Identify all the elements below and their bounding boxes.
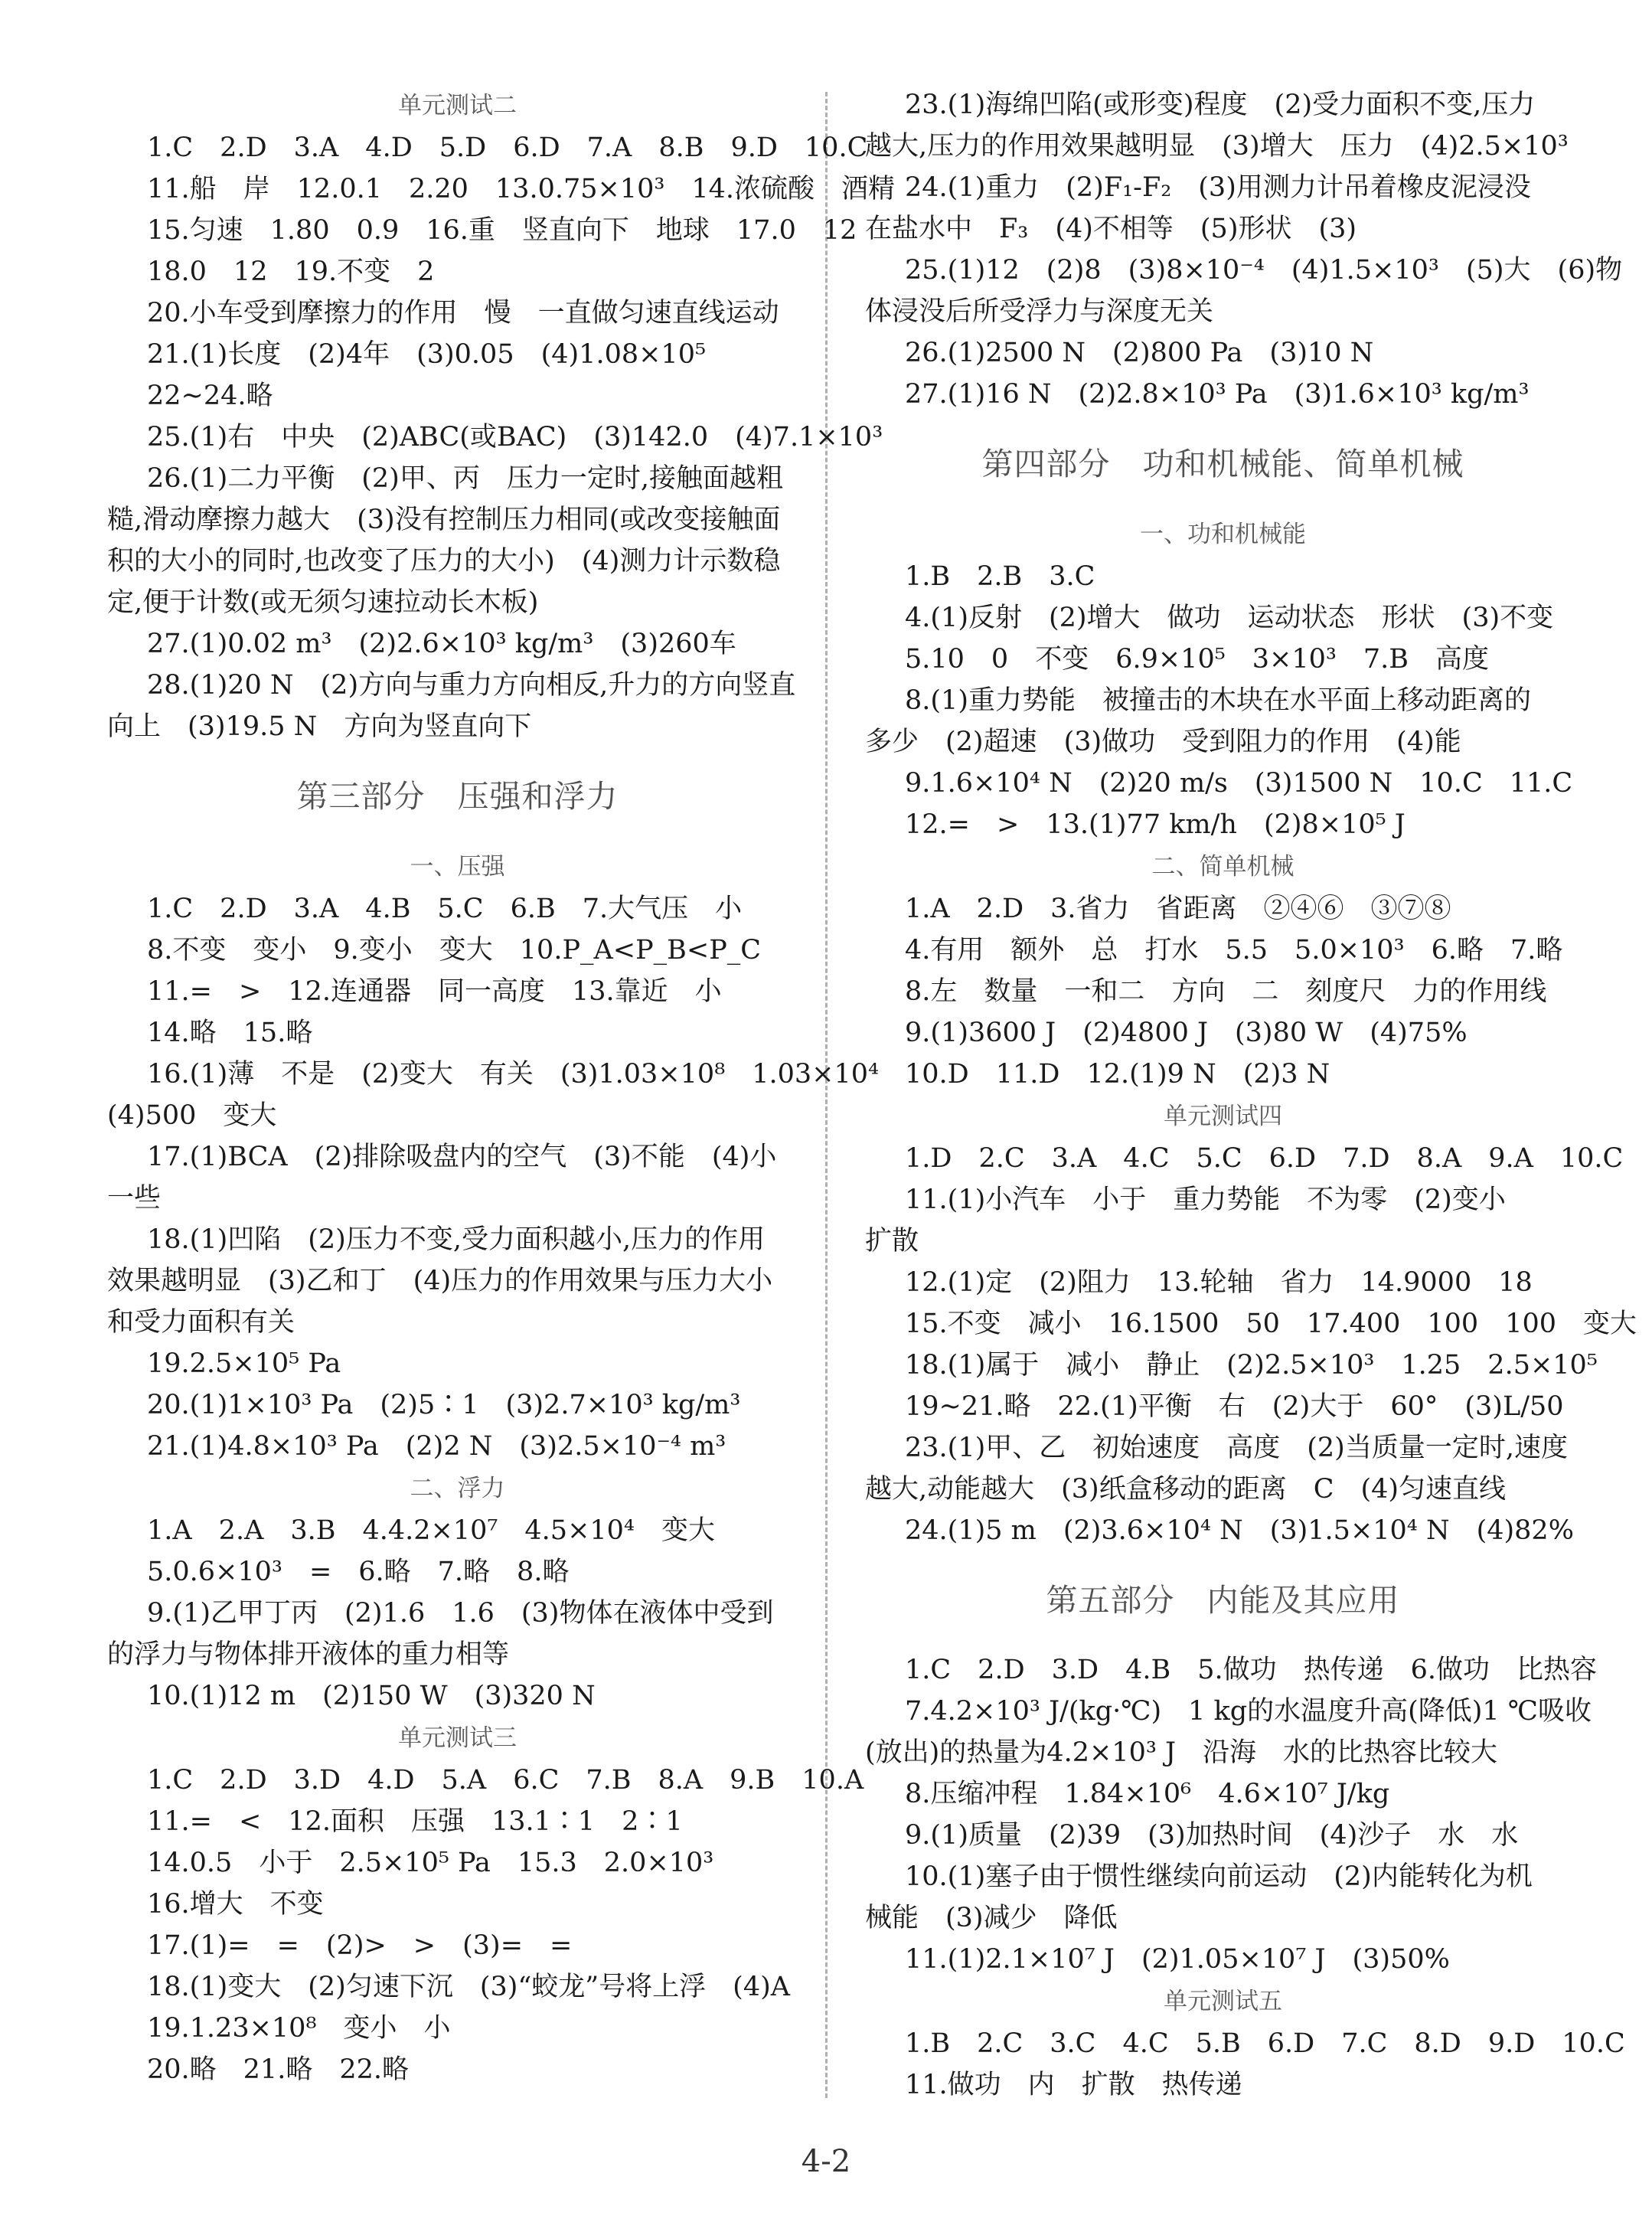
answer-line: 1.C 2.D 3.D 4.B 5.做功 热传递 6.做功 比热容 [905, 1655, 1597, 1685]
answer-line: 8.左 数量 一和二 方向 二 刻度尺 力的作用线 [905, 976, 1547, 1007]
answer-line: 的浮力与物体排开液体的重力相等 [107, 1639, 510, 1670]
unit-test-4-answers [865, 1138, 1637, 1551]
answer-line: 4.有用 额外 总 打水 5.5 5.0×10³ 6.略 7.略 [905, 935, 1563, 966]
answer-line: 9.1.6×10⁴ N (2)20 m/s (3)1500 N 10.C 11.C [905, 768, 1573, 799]
heading-unit-test-3: 单元测试三 [398, 1724, 517, 1752]
answer-line: 26.(1)二力平衡 (2)甲、丙 压力一定时,接触面越粗 [147, 463, 783, 494]
answer-line: 8.不变 变小 9.变小 变大 10.P_A<P_B<P_C [147, 935, 762, 966]
heading-unit-test-2: 单元测试二 [398, 92, 517, 119]
answer-line: 18.(1)凹陷 (2)压力不变,受力面积越小,压力的作用 [147, 1224, 766, 1255]
right-column [865, 84, 1637, 2106]
heading-simple-machines: 二、简单机械 [1151, 853, 1295, 881]
answer-line: 28.(1)20 N (2)方向与重力方向相反,升力的方向竖直 [147, 670, 796, 701]
answer-line: 9.(1)质量 (2)39 (3)加热时间 (4)沙子 水 水 [905, 1820, 1519, 1851]
buoyancy-answers [107, 1510, 808, 1717]
heading-part-5: 第五部分 内能及其应用 [1046, 1582, 1400, 1619]
answer-line: 19.1.23×10⁸ 变小 小 [147, 2013, 451, 2044]
answer-line: 21.(1)长度 (2)4年 (3)0.05 (4)1.08×10⁵ [147, 339, 706, 370]
answer-line: 11.船 岸 12.0.1 2.20 13.0.75×10³ 14.浓硫酸 酒精 [147, 174, 896, 204]
answer-line: 体浸没后所受浮力与深度无关 [865, 296, 1214, 327]
answer-line: 19.2.5×10⁵ Pa [147, 1348, 341, 1379]
answer-line: 23.(1)海绵凹陷(或形变)程度 (2)受力面积不变,压力 [905, 90, 1536, 120]
answer-line: 18.0 12 19.不变 2 [147, 257, 435, 287]
answer-line: 20.小车受到摩擦力的作用 慢 一直做匀速直线运动 [147, 298, 779, 328]
answer-line: 和受力面积有关 [107, 1307, 295, 1338]
answer-line: 越大,动能越大 (3)纸盒移动的距离 C (4)匀速直线 [865, 1474, 1507, 1505]
answer-line: 18.(1)属于 减小 静止 (2)2.5×10³ 1.25 2.5×10⁵ [905, 1350, 1598, 1381]
answer-line: 8.压缩冲程 1.84×10⁶ 4.6×10⁷ J/kg [905, 1779, 1390, 1809]
answer-line: 11.(1)小汽车 小于 重力势能 不为零 (2)变小 [905, 1185, 1506, 1215]
page-number: 4-2 [801, 2144, 851, 2179]
answer-line: 19~21.略 22.(1)平衡 右 (2)大于 60° (3)L/50 [905, 1391, 1564, 1422]
unit-test-3-answers [107, 1760, 864, 2090]
answer-line: 24.(1)重力 (2)F₁-F₂ (3)用测力计吊着橡皮泥浸没 [905, 172, 1531, 203]
answer-line: 11.做功 内 扩散 热传递 [905, 2070, 1242, 2100]
answer-line: 定,便于计数(或无须匀速拉动长木板) [107, 587, 539, 618]
simple-machines-answers [865, 888, 1581, 1095]
answer-line: (4)500 变大 [107, 1100, 277, 1131]
answer-line: 25.(1)右 中央 (2)ABC(或BAC) (3)142.0 (4)7.1×10³ [147, 422, 883, 453]
answer-line: 1.C 2.D 3.D 4.D 5.A 6.C 7.B 8.A 9.B 10.A [147, 1765, 864, 1796]
answer-line: (放出)的热量为4.2×10³ J 沿海 水的比热容比较大 [865, 1737, 1498, 1768]
answer-line: 械能 (3)减少 降低 [865, 1903, 1118, 1933]
answer-line: 5.10 0 不变 6.9×10⁵ 3×10³ 7.B 高度 [905, 644, 1490, 675]
answer-line: 10.D 11.D 12.(1)9 N (2)3 N [905, 1059, 1330, 1090]
answer-line: 7.4.2×10³ J/(kg·℃) 1 kg的水温度升高(降低)1 ℃吸收 [905, 1696, 1592, 1727]
answer-line: 17.(1)= = (2)> > (3)= = [147, 1930, 573, 1961]
answer-line: 15.不变 减小 16.1500 50 17.400 100 100 变大 [905, 1309, 1637, 1339]
answer-line: 多少 (2)超速 (3)做功 受到阻力的作用 (4)能 [865, 727, 1461, 757]
answer-line: 20.(1)1×10³ Pa (2)5∶1 (3)2.7×10³ kg/m³ [147, 1390, 741, 1420]
answer-line: 26.(1)2500 N (2)800 Pa (3)10 N [905, 338, 1374, 368]
work-energy-answers [865, 556, 1581, 845]
answer-line: 18.(1)变大 (2)匀速下沉 (3)“蛟龙”号将上浮 (4)A [147, 1972, 791, 2002]
answer-line: 12.= > 13.(1)77 km/h (2)8×10⁵ J [905, 809, 1406, 840]
answer-line: 24.(1)5 m (2)3.6×10⁴ N (3)1.5×10⁴ N (4)82% [905, 1515, 1574, 1546]
heading-unit-test-5: 单元测试五 [1164, 1988, 1282, 2015]
answer-line: 1.C 2.D 3.A 4.D 5.D 6.D 7.A 8.B 9.D 10.C [147, 132, 868, 163]
answer-line: 10.(1)塞子由于惯性继续向前运动 (2)内能转化为机 [905, 1861, 1533, 1892]
answer-line: 效果越明显 (3)乙和丁 (4)压力的作用效果与压力大小 [107, 1266, 773, 1296]
heading-unit-test-4: 单元测试四 [1164, 1103, 1282, 1130]
answer-line: 20.略 21.略 22.略 [147, 2054, 409, 2085]
answer-line: 17.(1)BCA (2)排除吸盘内的空气 (3)不能 (4)小 [147, 1142, 777, 1172]
answer-line: 21.(1)4.8×10³ Pa (2)2 N (3)2.5×10⁻⁴ m³ [147, 1431, 726, 1462]
answer-line: 9.(1)3600 J (2)4800 J (3)80 W (4)75% [905, 1018, 1468, 1048]
unit-test-2-answers [107, 127, 896, 747]
heading-buoyancy: 二、浮力 [410, 1475, 505, 1502]
answer-line: 14.略 15.略 [147, 1018, 313, 1048]
answer-line: 4.(1)反射 (2)增大 做功 运动状态 形状 (3)不变 [905, 603, 1554, 633]
answer-line: 5.0.6×10³ = 6.略 7.略 8.略 [147, 1557, 570, 1587]
answer-line: 11.= > 12.连通器 同一高度 13.靠近 小 [147, 976, 722, 1007]
answer-line: 积的大小的同时,也改变了压力的大小) (4)测力计示数稳 [107, 546, 781, 577]
answer-line: 1.D 2.C 3.A 4.C 5.C 6.D 7.D 8.A 9.A 10.C [905, 1143, 1624, 1174]
unit-test-3-continued [865, 84, 1623, 415]
heading-part-3: 第三部分 压强和浮力 [296, 778, 619, 815]
answer-line: 9.(1)乙甲丁丙 (2)1.6 1.6 (3)物体在液体中受到 [147, 1598, 774, 1629]
answer-line: 1.B 2.C 3.C 4.C 5.B 6.D 7.C 8.D 9.D 10.C [905, 2028, 1625, 2059]
answer-line: 10.(1)12 m (2)150 W (3)320 N [147, 1681, 596, 1711]
answer-line: 25.(1)12 (2)8 (3)8×10⁻⁴ (4)1.5×10³ (5)大 (6)物 [905, 255, 1623, 286]
heading-part-4: 第四部分 功和机械能、简单机械 [981, 446, 1464, 482]
answer-line: 22~24.略 [147, 381, 273, 411]
answer-line: 扩散 [865, 1226, 919, 1257]
answer-line: 11.= < 12.面积 压强 13.1∶1 2∶1 [147, 1806, 683, 1837]
heading-work-energy: 一、功和机械能 [1140, 521, 1306, 548]
answer-line: 14.0.5 小于 2.5×10⁵ Pa 15.3 2.0×10³ [147, 1848, 714, 1878]
answer-line: 16.(1)薄 不是 (2)变大 有关 (3)1.03×10⁸ 1.03×10⁴ [147, 1059, 880, 1090]
answer-line: 27.(1)16 N (2)2.8×10³ Pa (3)1.6×10³ kg/m³ [905, 379, 1530, 410]
answer-line: 15.匀速 1.80 0.9 16.重 竖直向下 地球 17.0 12 [147, 215, 857, 246]
answer-line: 23.(1)甲、乙 初始速度 高度 (2)当质量一定时,速度 [905, 1433, 1568, 1463]
pressure-answers [107, 888, 880, 1467]
answer-line: 27.(1)0.02 m³ (2)2.6×10³ kg/m³ (3)260车 [147, 629, 736, 659]
answer-line: 1.A 2.A 3.B 4.4.2×10⁷ 4.5×10⁴ 变大 [147, 1515, 715, 1546]
answer-line: 1.C 2.D 3.A 4.B 5.C 6.B 7.大气压 小 [147, 894, 743, 924]
answer-line: 一些 [107, 1183, 162, 1214]
heading-pressure: 一、压强 [410, 853, 505, 881]
answer-line: 12.(1)定 (2)阻力 13.轮轴 省力 14.9000 18 [905, 1267, 1533, 1298]
answer-line: 16.增大 不变 [147, 1889, 324, 1920]
answer-line: 8.(1)重力势能 被撞击的木块在水平面上移动距离的 [905, 685, 1531, 716]
internal-energy-answers [865, 1649, 1597, 1980]
answer-line: 11.(1)2.1×10⁷ J (2)1.05×10⁷ J (3)50% [905, 1944, 1450, 1975]
answer-line: 1.B 2.B 3.C [905, 561, 1095, 592]
answer-line: 1.A 2.D 3.省力 省距离 ②④⑥ ③⑦⑧ [905, 894, 1451, 924]
unit-test-5-answers [865, 2023, 1625, 2106]
answer-line: 在盐水中 F₃ (4)不相等 (5)形状 (3) [865, 214, 1357, 244]
answer-line: 向上 (3)19.5 N 方向为竖直向下 [107, 711, 532, 742]
answer-line: 越大,压力的作用效果越明显 (3)增大 压力 (4)2.5×10³ [865, 131, 1569, 162]
answer-line: 糙,滑动摩擦力越大 (3)没有控制压力相同(或改变接触面 [107, 505, 781, 535]
